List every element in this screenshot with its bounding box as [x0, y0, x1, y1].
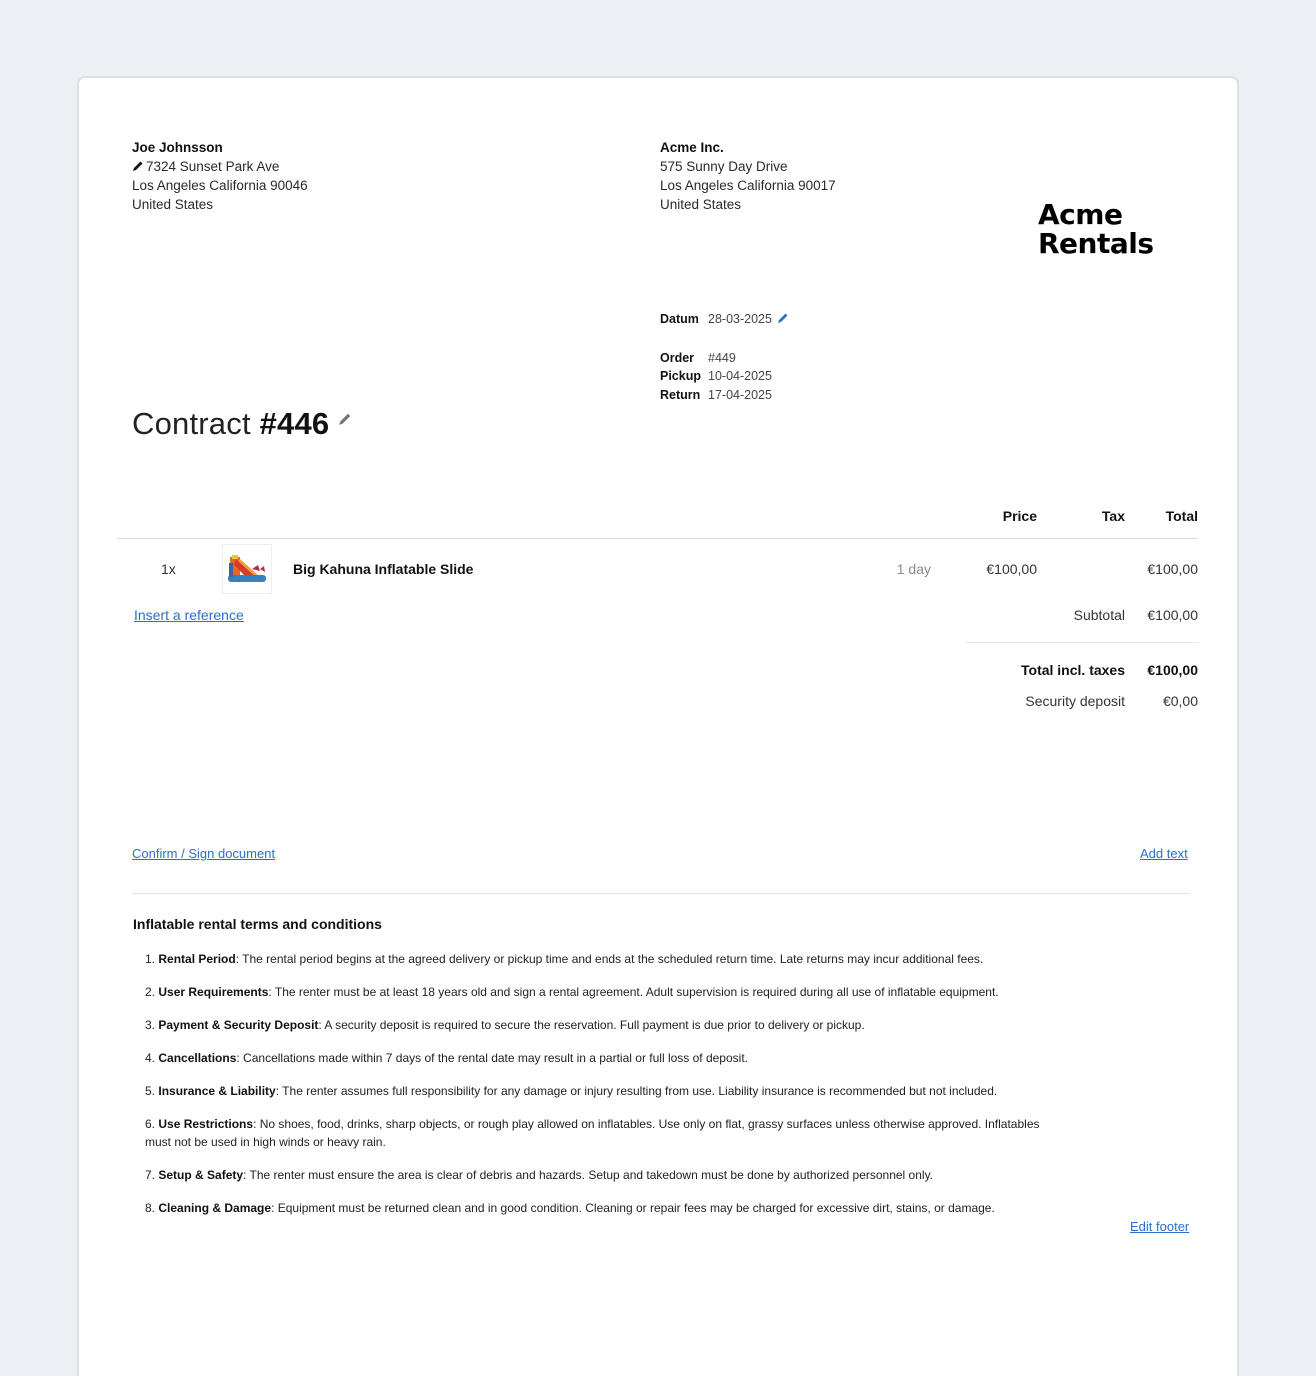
- terms-item-text: : The renter must ensure the area is clear of debris and hazards. Setup and takedown must be done by authorized personnel only.: [243, 1168, 934, 1182]
- terms-item-text: : Cancellations made within 7 days of the rental date may result in a partial or full loss of deposit.: [236, 1051, 748, 1065]
- meta-datum-label: Datum: [660, 312, 699, 326]
- terms-item-number: 1.: [145, 952, 156, 966]
- line-item-total: €100,00: [1147, 561, 1198, 577]
- customer-city: Los Angeles California 90046: [132, 178, 308, 193]
- total-incl-taxes-label: Total incl. taxes: [1021, 662, 1125, 678]
- customer-street-line[interactable]: [132, 157, 308, 176]
- terms-item-number: 3.: [145, 1018, 156, 1032]
- subtotal-label: Subtotal: [1073, 607, 1125, 623]
- contract-document: [77, 76, 1239, 1376]
- confirm-sign-document-link[interactable]: Confirm / Sign document: [132, 846, 276, 861]
- terms-item-number: 6.: [145, 1117, 156, 1131]
- meta-pickup-label: Pickup: [660, 369, 701, 383]
- customer-country: United States: [132, 197, 214, 212]
- line-item-quantity: 1x: [161, 561, 176, 577]
- security-deposit-value: €0,00: [1162, 693, 1198, 709]
- terms-item: [145, 1016, 1045, 1034]
- company-name: Acme Inc.: [660, 140, 724, 155]
- terms-item-heading: Rental Period: [158, 952, 236, 966]
- edit-title-pencil-icon[interactable]: [338, 412, 352, 426]
- company-street: 575 Sunny Day Drive: [660, 159, 788, 174]
- terms-item-text: : The renter assumes full responsibility for any damage or injury resulting from use. Liability insurance is recommended but not included.: [275, 1084, 998, 1098]
- pencil-icon[interactable]: [132, 160, 144, 172]
- meta-datum-value: 28-03-2025: [708, 312, 772, 326]
- customer-address: [132, 138, 308, 214]
- contract-number: #446: [259, 406, 330, 441]
- terms-item: [145, 1115, 1045, 1151]
- inflatable-slide-image: [226, 553, 268, 585]
- logo-line-2: Rentals: [1038, 227, 1154, 260]
- terms-item: [145, 1049, 1045, 1067]
- terms-item: [145, 1199, 1045, 1217]
- add-text-link[interactable]: Add text: [1140, 846, 1188, 861]
- terms-item: [145, 1082, 1045, 1100]
- meta-datum-row: [660, 310, 789, 329]
- terms-item-heading: Cleaning & Damage: [158, 1201, 272, 1215]
- meta-order-label: Order: [660, 350, 695, 365]
- meta-order-row: [660, 349, 789, 368]
- terms-list: [145, 950, 1045, 1232]
- terms-item-heading: User Requirements: [158, 985, 269, 999]
- terms-divider: [132, 893, 1190, 894]
- column-header-total: Total: [1165, 508, 1198, 524]
- edit-footer-link[interactable]: Edit footer: [1130, 1219, 1190, 1234]
- line-item-product-name[interactable]: Big Kahuna Inflatable Slide: [293, 561, 474, 577]
- insert-reference-link[interactable]: Insert a reference: [134, 607, 244, 623]
- terms-item-text: : The renter must be at least 18 years old and sign a rental agreement. Adult supervision is required during all use of inflatable equipment.: [268, 985, 999, 999]
- company-country: United States: [660, 197, 742, 212]
- document-meta: [660, 310, 789, 404]
- terms-item-text: : No shoes, food, drinks, sharp objects, or rough play allowed on inflatables. Use only on flat, grassy surfaces unless otherwise approved. Inflatables must not be used in high winds or heavy rain.: [145, 1117, 1040, 1149]
- line-item-price: €100,00: [986, 561, 1037, 577]
- product-thumbnail: [222, 544, 272, 594]
- terms-item-heading: Setup & Safety: [158, 1168, 244, 1182]
- meta-return-label: Return: [660, 387, 701, 402]
- terms-item-heading: Use Restrictions: [158, 1117, 254, 1131]
- meta-return-value: 17-04-2025: [708, 387, 772, 402]
- terms-item-number: 8.: [145, 1201, 156, 1215]
- terms-item-number: 2.: [145, 985, 156, 999]
- terms-item: [145, 1166, 1045, 1184]
- company-city: Los Angeles California 90017: [660, 178, 836, 193]
- terms-item-heading: Insurance & Liability: [158, 1084, 276, 1098]
- security-deposit-label: Security deposit: [1025, 693, 1125, 709]
- terms-item-text: : Equipment must be returned clean and in good condition. Cleaning or repair fees may be charged for excessive dirt, stains, or damage.: [271, 1201, 995, 1215]
- terms-title: Inflatable rental terms and conditions: [133, 916, 382, 932]
- table-header-divider: [117, 538, 1198, 539]
- terms-item-heading: Cancellations: [158, 1051, 237, 1065]
- edit-date-pencil-icon[interactable]: [777, 312, 789, 324]
- title-prefix: Contract: [132, 406, 251, 441]
- customer-street: 7324 Sunset Park Ave: [146, 159, 280, 174]
- subtotal-value: €100,00: [1147, 607, 1198, 623]
- terms-item: [145, 950, 1045, 968]
- logo-line-1: Acme: [1038, 198, 1123, 231]
- meta-pickup-row: [660, 367, 789, 386]
- terms-item-number: 4.: [145, 1051, 156, 1065]
- page-title: [132, 406, 352, 442]
- column-header-tax: Tax: [1101, 508, 1125, 524]
- customer-name: Joe Johnsson: [132, 140, 223, 155]
- column-header-price: Price: [1002, 508, 1037, 524]
- terms-item: [145, 983, 1045, 1001]
- terms-item-number: 7.: [145, 1168, 156, 1182]
- terms-item-text: : A security deposit is required to secure the reservation. Full payment is due prior to delivery or pickup.: [318, 1018, 865, 1032]
- summary-divider: [965, 642, 1198, 643]
- company-address: [660, 138, 836, 214]
- meta-order-value: #449: [708, 350, 736, 365]
- terms-item-number: 5.: [145, 1084, 156, 1098]
- total-incl-taxes-value: €100,00: [1147, 662, 1198, 678]
- meta-return-row: [660, 386, 789, 405]
- terms-item-text: : The rental period begins at the agreed delivery or pickup time and ends at the scheduled return time. Late returns may incur additional fees.: [235, 952, 984, 966]
- meta-pickup-value: 10-04-2025: [708, 369, 772, 383]
- line-item-duration: 1 day: [896, 561, 931, 577]
- terms-item-heading: Payment & Security Deposit: [158, 1018, 319, 1032]
- company-logo: [1038, 200, 1154, 258]
